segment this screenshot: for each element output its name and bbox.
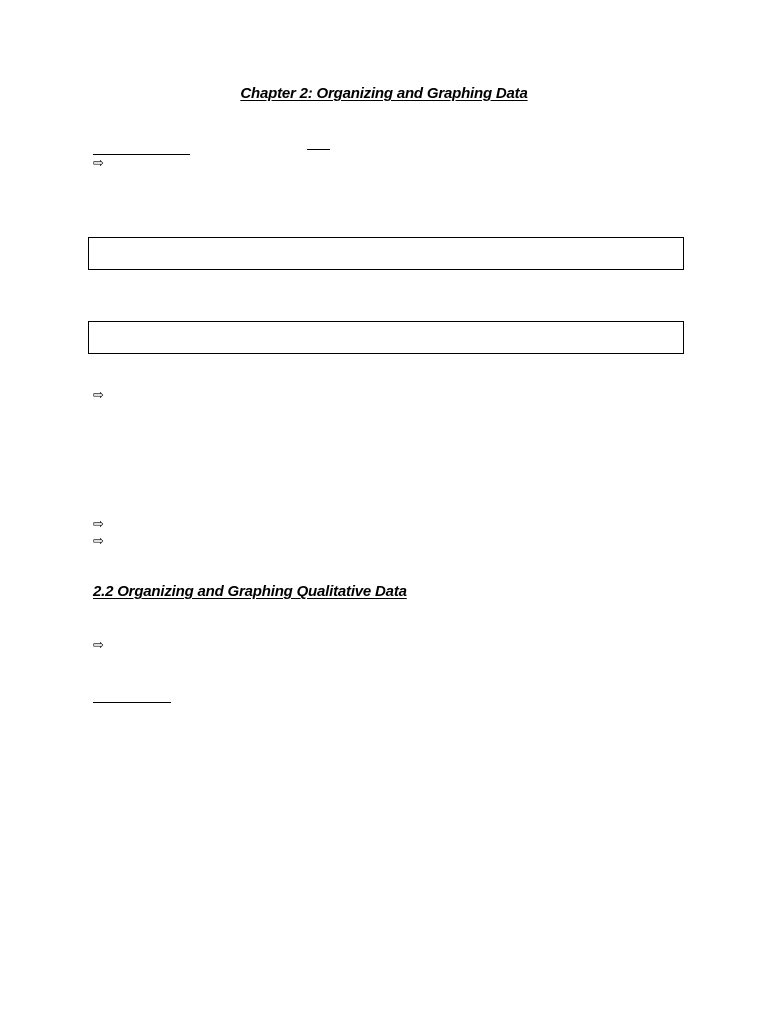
arrow-right-outline-icon: ⇨ [93,534,104,549]
arrow-right-outline-icon: ⇨ [93,388,104,403]
arrow-right-outline-icon: ⇨ [93,638,104,653]
chapter-title: Chapter 2: Organizing and Graphing Data [240,85,528,102]
fill-in-blank-line[interactable] [93,702,171,703]
arrow-right-outline-icon: ⇨ [93,517,104,532]
answer-box[interactable] [88,321,684,354]
answer-box[interactable] [88,237,684,270]
fill-in-blank-line[interactable] [93,154,190,155]
section-title: 2.2 Organizing and Graphing Qualitative Data [93,583,407,600]
arrow-right-outline-icon: ⇨ [93,156,104,171]
fill-in-blank-line[interactable] [307,149,330,150]
